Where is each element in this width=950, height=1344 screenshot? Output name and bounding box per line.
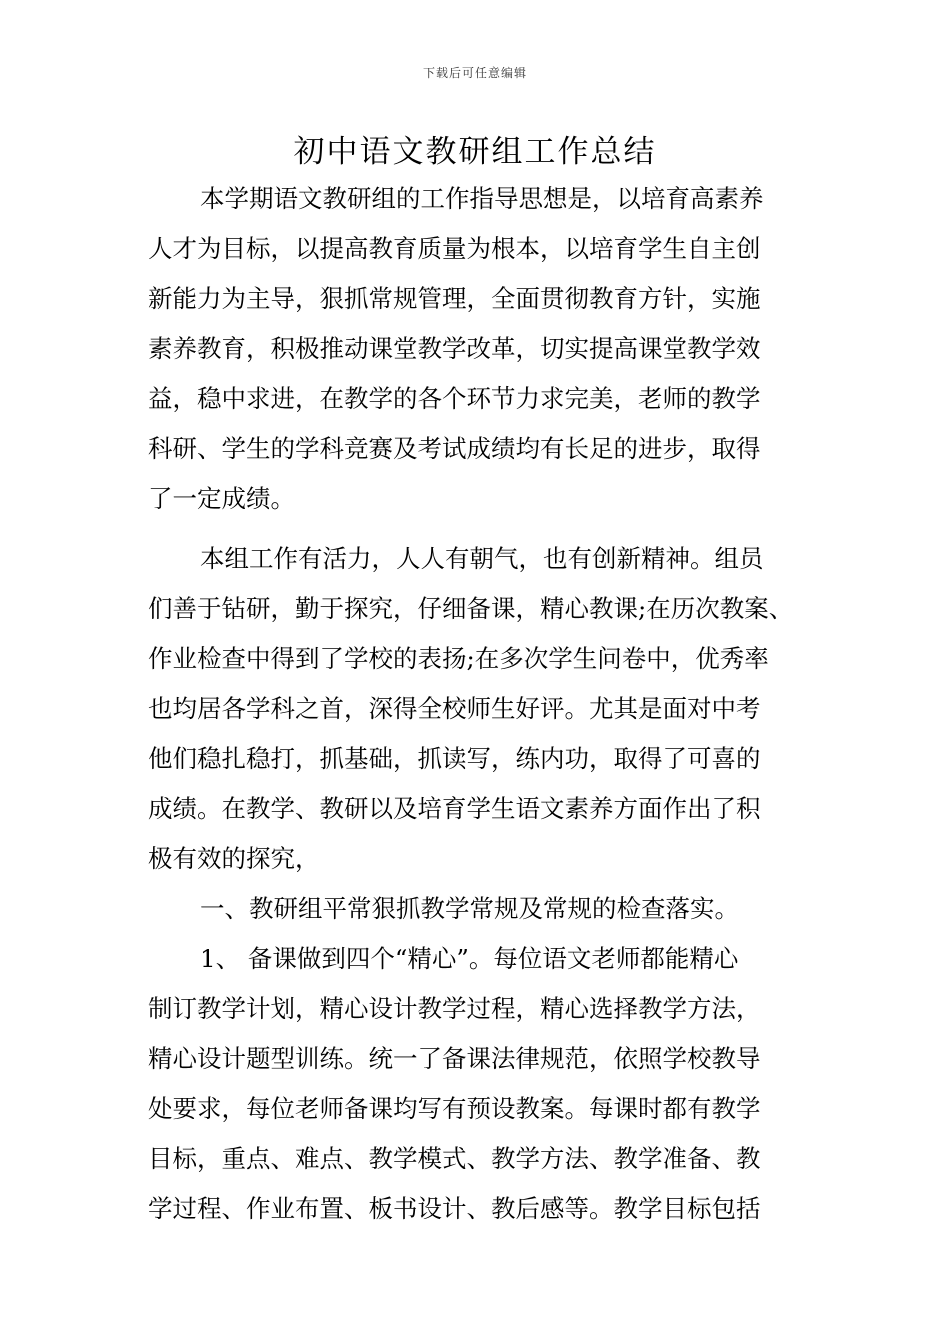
paragraph-2 xyxy=(148,534,828,884)
paragraph-line: 素养教育，积极推动课堂教学改革，切实提高课堂教学效 xyxy=(148,334,761,363)
paragraph-line: 成绩。在教学、教研以及培育学生语文素养方面作出了积 xyxy=(148,794,761,823)
section-heading-line: 一、教研组平常狠抓教学常规及常规的检查落实。 xyxy=(200,894,739,923)
paragraph-line: 新能力为主导，狠抓常规管理，全面贯彻教育方针，实施 xyxy=(148,284,761,313)
paragraph-line: 极有效的探究， xyxy=(148,844,320,873)
paragraph-gap xyxy=(148,524,828,534)
paragraph-line: 制订教学计划，精心设计教学过程，精心选择教学方法， xyxy=(148,994,761,1023)
paragraph-line: 益，稳中求进，在教学的各个环节力求完美，老师的教学 xyxy=(148,384,761,413)
paragraph-line: 他们稳扎稳打，抓基础，抓读写，练内功，取得了可喜的 xyxy=(148,744,761,773)
header-note: 下载后可任意编辑 xyxy=(422,66,527,80)
document-title: 初中语文教研组工作总结 xyxy=(293,134,657,170)
paragraph-line: 科研、学生的学科竞赛及考试成绩均有长足的进步，取得 xyxy=(148,434,761,463)
paragraph-line: 人才为目标，以提高教育质量为根本，以培育学生自主创 xyxy=(148,234,761,263)
document-body xyxy=(148,174,828,1234)
paragraph-line: 本学期语文教研组的工作指导思想是，以培育高素养 xyxy=(200,184,764,213)
paragraph-line: 1、 备课做到四个“精心”。每位语文老师都能精心 xyxy=(200,944,739,973)
paragraph-line: 作业检查中得到了学校的表扬;在多次学生问卷中，优秀率 xyxy=(148,644,769,673)
paragraph-line: 处要求，每位老师备课均写有预设教案。每课时都有教学 xyxy=(148,1094,761,1123)
paragraph-line: 本组工作有活力，人人有朝气，也有创新精神。组员 xyxy=(200,544,764,573)
list-item-1 xyxy=(148,934,828,1234)
paragraph-line: 目标，重点、难点、教学模式、教学方法、教学准备、教 xyxy=(148,1144,761,1173)
paragraph-line: 学过程、作业布置、板书设计、教后感等。教学目标包括 xyxy=(148,1194,761,1223)
paragraph-line: 们善于钻研，勤于探究，仔细备课，精心教课;在历次教案、 xyxy=(148,594,794,623)
section-heading-1 xyxy=(148,884,828,934)
paragraph-line: 了一定成绩。 xyxy=(148,484,295,513)
paragraph-line: 也均居各学科之首，深得全校师生好评。尤其是面对中考 xyxy=(148,694,761,723)
paragraph-line: 精心设计题型训练。统一了备课法律规范，依照学校教导 xyxy=(148,1044,761,1073)
paragraph-1 xyxy=(148,174,828,524)
